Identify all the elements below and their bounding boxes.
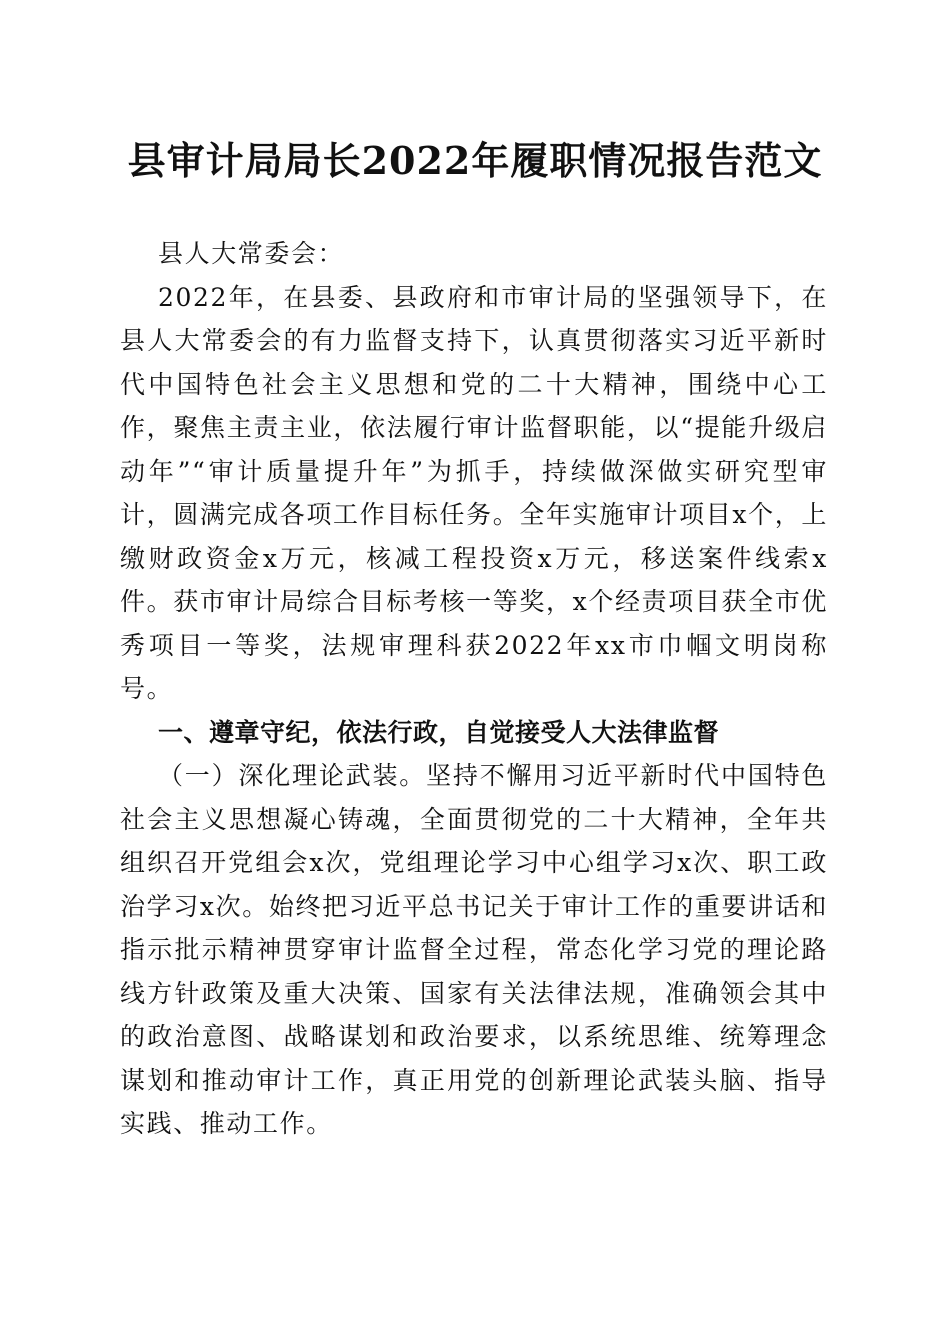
section-paragraph: （一）深化理论武装。坚持不懈用习近平新时代中国特色社会主义思想凝心铸魂，全面贯彻党的二十大精神，全年共组织召开党组会x次，党组理论学习中心组学习x次、职工政治学习x次。始终把习近平总书记关于审计工作的重要讲话和指示批示精神贯穿审计监督全过程，常态化学习党的理论路线方针政策及重大决策、国家有关法律法规，准确领会其中的政治意图、战略谋划和政治要求，以系统思维、统筹理念谋划和推动审计工作，真正用党的创新理论武装头脑、指导实践、推动工作。 (120, 761, 828, 1138)
document-body (120, 232, 828, 1146)
intro-paragraph: 2022年，在县委、县政府和市审计局的坚强领导下，在县人大常委会的有力监督支持下，认真贯彻落实习近平新时代中国特色社会主义思想和党的二十大精神，围绕中心工作，聚焦主责主业，依法履行审计监督职能，以“提能升级启动年”“审计质量提升年”为抓手，持续做深做实研究型审计，圆满完成各项工作目标任务。全年实施审计项目x个，上缴财政资金x万元，核减工程投资x万元，移送案件线索x件。获市审计局综合目标考核一等奖，x个经责项目获全市优秀项目一等奖，法规审理科获2022年xx市巾帼文明岗称号。 (120, 282, 828, 703)
document-title: 县审计局局长2022年履职情况报告范文 (127, 138, 823, 183)
salutation: 县人大常委会： (158, 239, 345, 268)
section-heading: 一、遵章守纪，依法行政，自觉接受人大法律监督 (158, 717, 720, 747)
